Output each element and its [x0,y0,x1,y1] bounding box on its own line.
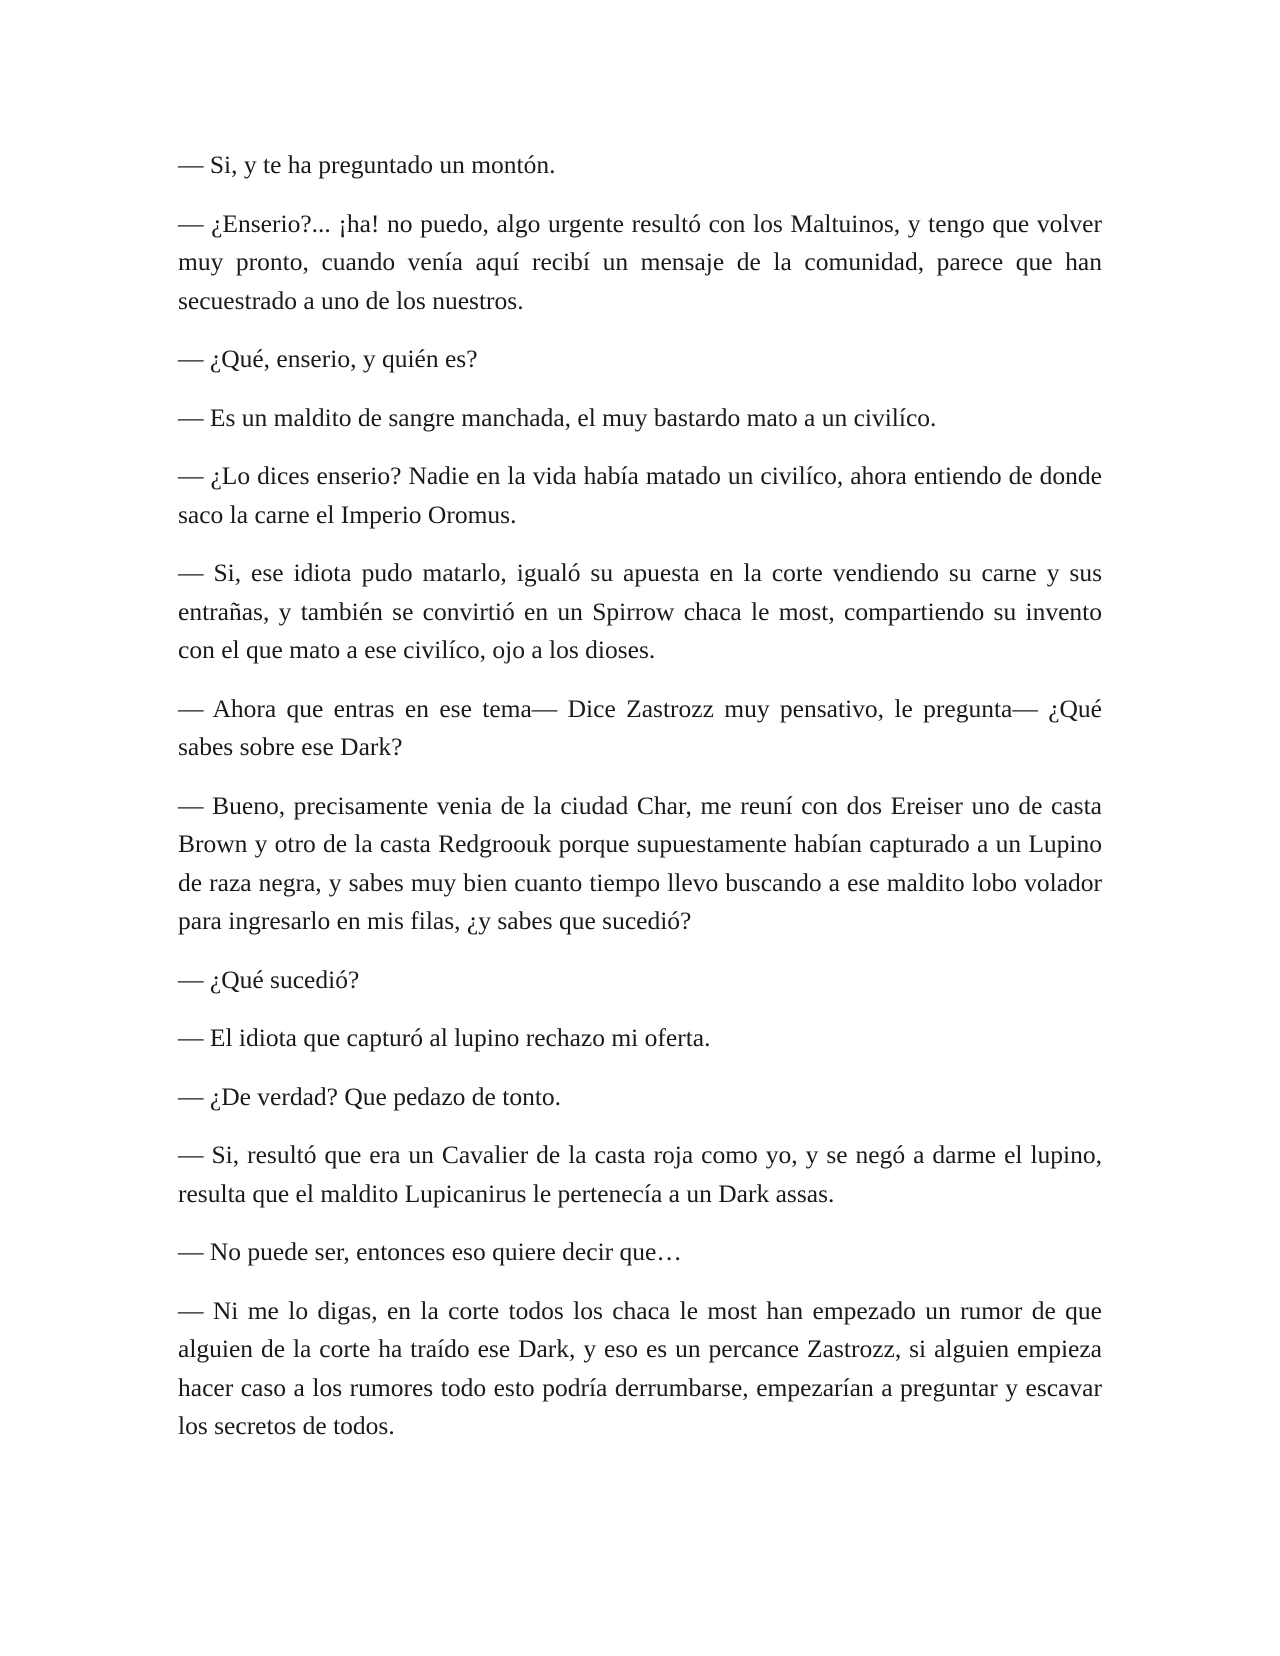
paragraph: — No puede ser, entonces eso quiere decir que… [178,1237,682,1266]
paragraph: — Si, y te ha preguntado un montón. [178,150,556,179]
paragraph: — Bueno, precisamente venia de la ciudad Char, me reuní con dos Ereiser uno de casta Brown y otro de la casta Redgroouk porque supuestamente habían capturado a un Lupino de raza negra, y sabes muy bien cuanto tiempo llevo buscando a ese maldito lobo volador para ingresarlo en mis filas, ¿y sabes que sucedió? [178,790,1102,935]
paragraph: — Si, ese idiota pudo matarlo, igualó su apuesta en la corte vendiendo su carne y sus entrañas, y también se convirtió en un Spirrow chaca le most, compartiendo su invento con el que mato a ese civilíco, ojo a los dioses. [178,558,1102,664]
paragraph: — Ni me lo digas, en la corte todos los chaca le most han empezado un rumor de que alguien de la corte ha traído ese Dark, y eso es un percance Zastrozz, si alguien empieza hacer caso a los rumores todo esto podría derrumbarse, empezarían a preguntar y escavar los secretos de todos. [178,1295,1102,1440]
document-body [178,146,1102,1466]
paragraph: — ¿Qué sucedió? [178,964,360,994]
paragraph: — ¿Lo dices enserio? Nadie en la vida había matado un civilíco, ahora entiendo de donde saco la carne el Imperio Oromus. [178,461,1102,529]
paragraph: — Ahora que entras en ese tema— Dice Zastrozz muy pensativo, le pregunta— ¿Qué sabes sobre ese Dark? [178,693,1102,761]
paragraph: — Es un maldito de sangre manchada, el muy bastardo mato a un civilíco. [178,402,937,432]
paragraph: — Si, resultó que era un Cavalier de la casta roja como yo, y se negó a darme el lupino, resulta que el maldito Lupicanirus le pertenecía a un Dark assas. [178,1140,1102,1208]
paragraph: — ¿Enserio?... ¡ha! no puedo, algo urgente resultó con los Maltuinos, y tengo que volver muy pronto, cuando venía aquí recibí un mensaje de la comunidad, parece que han secuestrado a uno de los nuestros. [178,208,1102,315]
paragraph: — El idiota que capturó al lupino rechazo mi oferta. [178,1023,711,1052]
paragraph: — ¿Qué, enserio, y quién es? [178,344,478,373]
paragraph: — ¿De verdad? Que pedazo de tonto. [178,1081,562,1111]
